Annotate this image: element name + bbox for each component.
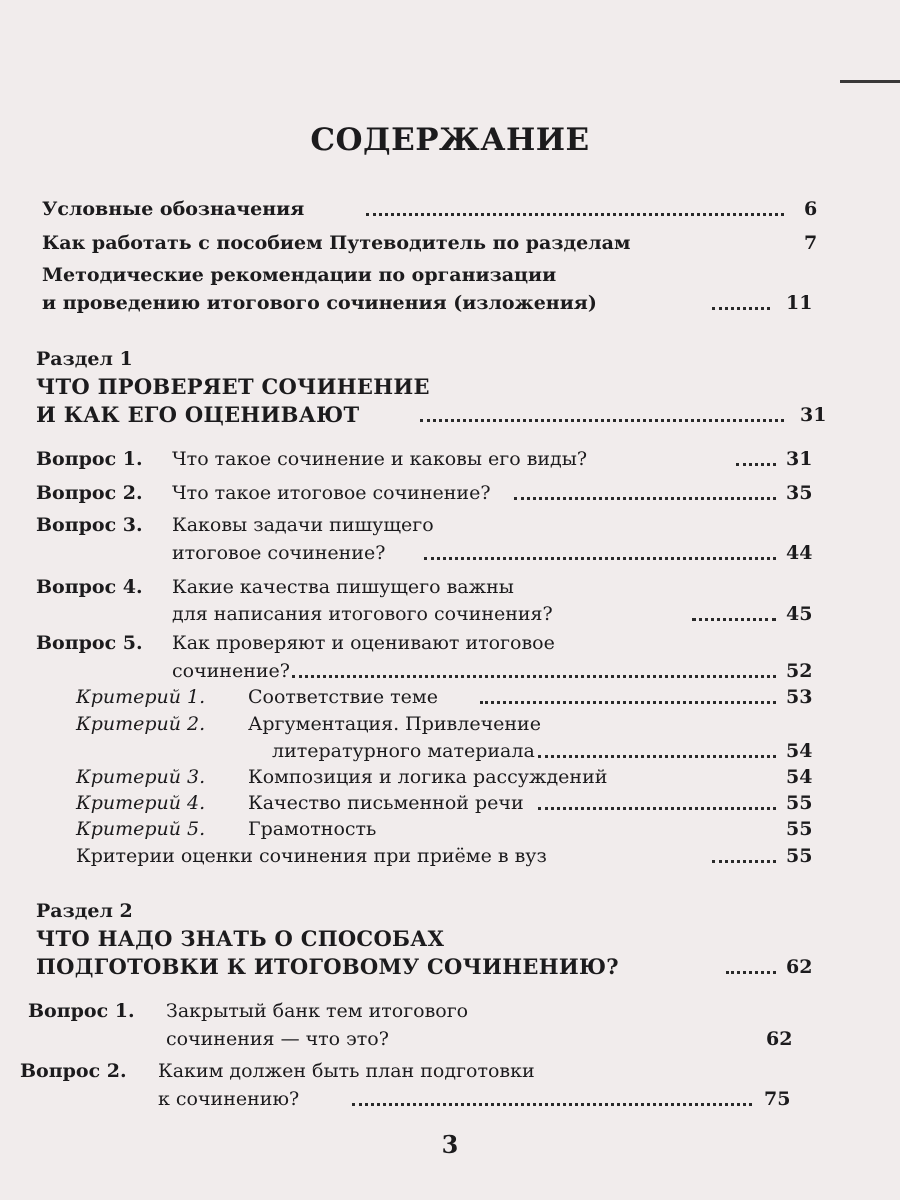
entry-text: Условные обозначения (42, 198, 305, 220)
toc-question: Вопрос 2. Каким должен быть план подготовки (20, 1060, 535, 1082)
section1-label: Раздел 1 (36, 348, 133, 370)
section2-label: Раздел 2 (36, 900, 133, 922)
toc-entry-method-line2 (0, 290, 900, 316)
section2-page: 62 (786, 956, 813, 978)
toc-criterion: Критерий 5. Грамотность 55 (76, 818, 813, 840)
dot-leader (712, 290, 770, 310)
dot-leader (726, 954, 776, 974)
dot-leader (352, 1086, 752, 1106)
toc-criterion-cont: литературного материала 54 (272, 740, 813, 762)
toc-admission-criteria: Критерии оценки сочинения при приёме в вуз 55 (76, 845, 813, 867)
page-title: СОДЕРЖАНИЕ (310, 122, 590, 158)
dot-leader (736, 446, 776, 466)
toc-question-cont: сочинение? 52 (172, 660, 813, 682)
entry-page: 6 (804, 198, 818, 220)
dot-leader (480, 684, 776, 704)
toc-question-cont: к сочинению? 75 (158, 1088, 791, 1110)
toc-question-cont: для написания итогового сочинения? 45 (172, 603, 813, 625)
entry-text: Как работать с пособием Путеводитель по разделам (42, 232, 631, 254)
dot-leader (538, 738, 776, 758)
entry-page: 11 (786, 292, 813, 314)
toc-question: Вопрос 4. Какие качества пишущего важны (36, 576, 514, 598)
toc-criterion: Критерий 1. Соответствие теме 53 (76, 686, 813, 708)
toc-question-cont: итоговое сочинение? 44 (172, 542, 813, 564)
toc-criterion: Критерий 4. Качество письменной речи 55 (76, 792, 813, 814)
toc-entry-howto (0, 230, 900, 256)
section1-page: 31 (800, 404, 827, 426)
dot-leader (420, 402, 784, 422)
dot-leader (366, 196, 784, 216)
toc-question: Вопрос 2. Что такое итоговое сочинение? 35 (36, 482, 813, 504)
entry-text: Методические рекомендации по организации (42, 264, 557, 286)
page-number: 3 (441, 1130, 459, 1159)
toc-criterion: Критерий 2. Аргументация. Привлечение (76, 713, 541, 735)
section1-title-line1: ЧТО ПРОВЕРЯЕТ СОЧИНЕНИЕ (36, 374, 430, 399)
dot-leader (424, 540, 776, 560)
dot-leader (538, 790, 776, 810)
section2-title-line1: ЧТО НАДО ЗНАТЬ О СПОСОБАХ (36, 926, 445, 951)
toc-question: Вопрос 1. Что такое сочинение и каковы его виды? 31 (36, 448, 813, 470)
dot-leader (692, 601, 776, 621)
section1-title-line2: И КАК ЕГО ОЦЕНИВАЮТ 31 (36, 402, 827, 427)
dot-leader (712, 843, 776, 863)
dot-leader (514, 480, 776, 500)
toc-question: Вопрос 5. Как проверяют и оценивают итоговое (36, 632, 555, 654)
toc-entry-conventions (0, 196, 900, 222)
running-head-rule (840, 80, 900, 83)
toc-criterion: Критерий 3. Композиция и логика рассуждений 54 (76, 766, 813, 788)
toc-question-cont: сочинения — что это? 62 (166, 1028, 793, 1050)
dot-leader (292, 658, 776, 678)
toc-question: Вопрос 3. Каковы задачи пишущего (36, 514, 434, 536)
section2-title-line2: ПОДГОТОВКИ К ИТОГОВОМУ СОЧИНЕНИЮ? 62 (36, 954, 813, 979)
entry-text: и проведению итогового сочинения (изложения) (42, 292, 597, 314)
entry-page: 7 (804, 232, 818, 254)
toc-question: Вопрос 1. Закрытый банк тем итогового (28, 1000, 469, 1022)
toc-entry-method-line1 (0, 262, 900, 288)
